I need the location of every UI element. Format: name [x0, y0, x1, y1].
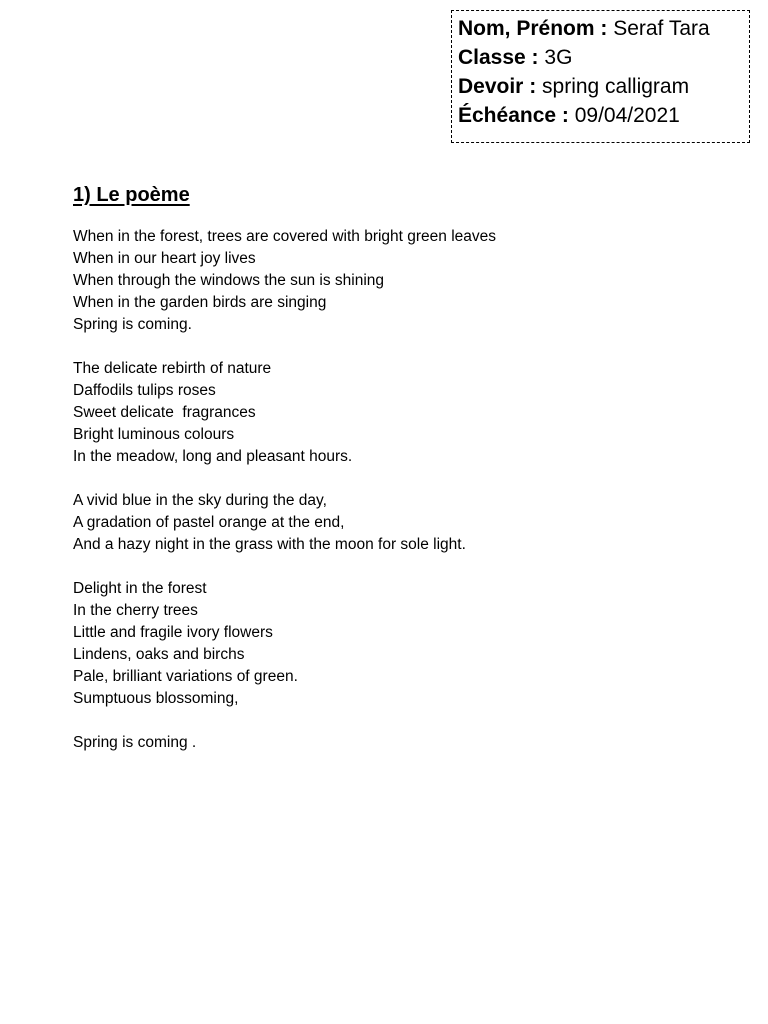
name-value: Seraf Tara	[613, 17, 710, 40]
poem-line: In the meadow, long and pleasant hours.	[73, 448, 353, 465]
assignment-value: spring calligram	[542, 75, 690, 98]
section-title: 1) Le poème	[73, 184, 190, 206]
poem-line: Spring is coming .	[73, 734, 197, 751]
poem-line: Pale, brilliant variations of green.	[73, 668, 298, 685]
poem-line: In the cherry trees	[73, 602, 198, 619]
poem	[73, 226, 713, 776]
student-info-box	[451, 10, 750, 143]
poem-line: Little and fragile ivory flowers	[73, 624, 273, 641]
class-row	[458, 43, 749, 72]
assignment-label: Devoir :	[458, 75, 537, 98]
poem-stanza	[73, 226, 713, 336]
poem-stanza	[73, 578, 713, 710]
poem-line: Daffodils tulips roses	[73, 382, 216, 399]
poem-line: Sumptuous blossoming,	[73, 690, 239, 707]
name-row	[458, 14, 749, 43]
name-label: Nom, Prénom :	[458, 17, 608, 40]
poem-line: Sweet delicate fragrances	[73, 404, 256, 421]
poem-line: When through the windows the sun is shining	[73, 272, 385, 289]
poem-line: When in our heart joy lives	[73, 250, 256, 267]
poem-stanza	[73, 490, 713, 556]
due-date-value: 09/04/2021	[574, 104, 680, 127]
due-date-row	[458, 101, 749, 130]
class-label: Classe :	[458, 46, 539, 69]
poem-line: A gradation of pastel orange at the end,	[73, 514, 345, 531]
poem-line: Delight in the forest	[73, 580, 207, 597]
poem-line: The delicate rebirth of nature	[73, 360, 272, 377]
poem-line: A vivid blue in the sky during the day,	[73, 492, 327, 509]
poem-line: Lindens, oaks and birchs	[73, 646, 245, 663]
poem-line: When in the forest, trees are covered with bright green leaves	[73, 228, 497, 245]
poem-stanza	[73, 732, 713, 754]
class-value: 3G	[544, 46, 573, 69]
poem-line: When in the garden birds are singing	[73, 294, 327, 311]
poem-line: Bright luminous colours	[73, 426, 235, 443]
poem-stanza	[73, 358, 713, 468]
poem-line: Spring is coming.	[73, 316, 192, 333]
poem-line: And a hazy night in the grass with the moon for sole light.	[73, 536, 466, 553]
due-date-label: Échéance :	[458, 104, 569, 127]
assignment-row	[458, 72, 749, 101]
